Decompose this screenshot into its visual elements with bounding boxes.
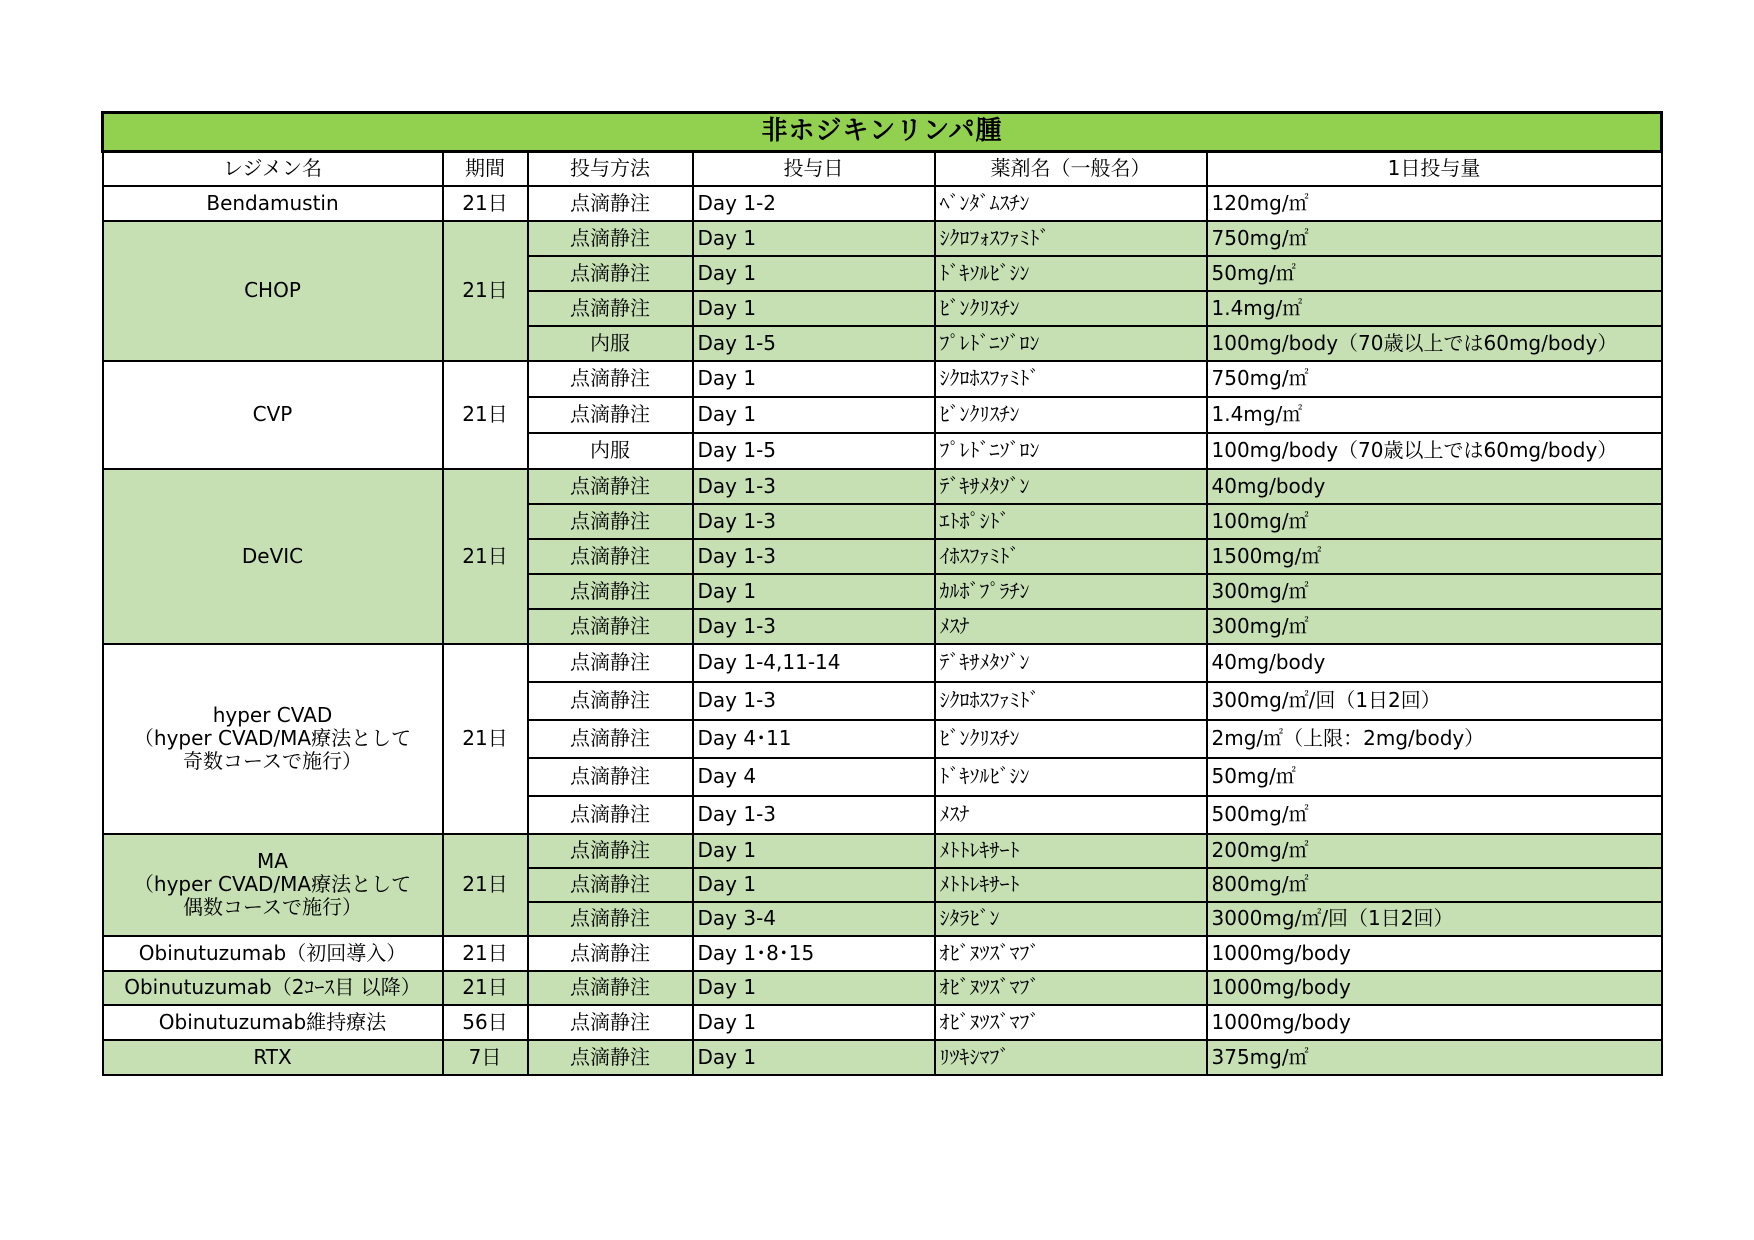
cell-method: 点滴静注 [528, 1040, 693, 1075]
cell-dose: 120mg/㎡ [1207, 186, 1662, 221]
cell-method: 内服 [528, 433, 693, 469]
cell-day: Day 1･8･15 [693, 936, 935, 971]
cell-dose: 1.4mg/㎡ [1207, 397, 1662, 433]
cell-method: 点滴静注 [528, 902, 693, 936]
cell-dose: 1.4mg/㎡ [1207, 291, 1662, 326]
cell-drug: ｵﾋﾞﾇﾂｽﾞﾏﾌﾞ [935, 936, 1207, 971]
cell-day: Day 1-4,11-14 [693, 644, 935, 682]
cell-drug: ｼｸﾛﾎｽﾌｧﾐﾄﾞ [935, 682, 1207, 720]
regimen-period: 21日 [443, 936, 528, 971]
cell-drug: ｵﾋﾞﾇﾂｽﾞﾏﾌﾞ [935, 1005, 1207, 1040]
cell-drug: ﾒﾄﾄﾚｷｻｰﾄ [935, 868, 1207, 902]
cell-method: 点滴静注 [528, 644, 693, 682]
regimen-period: 21日 [443, 834, 528, 936]
cell-dose: 300mg/㎡ [1207, 609, 1662, 644]
cell-method: 点滴静注 [528, 539, 693, 574]
cell-method: 点滴静注 [528, 256, 693, 291]
regimen-name: MA （hyper CVAD/MA療法として 偶数コースで施行） [103, 834, 443, 936]
regimen-period: 21日 [443, 186, 528, 221]
cell-method: 点滴静注 [528, 758, 693, 796]
cell-dose: 40mg/body [1207, 469, 1662, 504]
cell-day: Day 1-3 [693, 796, 935, 834]
cell-day: Day 1 [693, 834, 935, 868]
cell-drug: ｲﾎｽﾌｧﾐﾄﾞ [935, 539, 1207, 574]
table-row [103, 1005, 1662, 1040]
cell-drug: ﾍﾞﾝﾀﾞﾑｽﾁﾝ [935, 186, 1207, 221]
cell-day: Day 1 [693, 291, 935, 326]
cell-method: 点滴静注 [528, 868, 693, 902]
cell-dose: 50mg/㎡ [1207, 256, 1662, 291]
regimen-sheet [101, 111, 1660, 1076]
regimen-name: CVP [103, 361, 443, 469]
cell-dose: 750mg/㎡ [1207, 361, 1662, 397]
table-row [103, 469, 1662, 504]
table-row [103, 644, 1662, 682]
cell-drug: ﾃﾞｷｻﾒﾀｿﾞﾝ [935, 644, 1207, 682]
cell-drug: ﾒｽﾅ [935, 609, 1207, 644]
regimen-name: CHOP [103, 221, 443, 361]
cell-method: 点滴静注 [528, 397, 693, 433]
cell-method: 点滴静注 [528, 720, 693, 758]
cell-day: Day 1-2 [693, 186, 935, 221]
cell-method: 点滴静注 [528, 971, 693, 1005]
cell-drug: ﾄﾞｷｿﾙﾋﾞｼﾝ [935, 758, 1207, 796]
cell-drug: ﾒﾄﾄﾚｷｻｰﾄ [935, 834, 1207, 868]
cell-dose: 200mg/㎡ [1207, 834, 1662, 868]
header-period: 期間 [443, 152, 528, 186]
cell-day: Day 1 [693, 256, 935, 291]
cell-drug: ﾃﾞｷｻﾒﾀｿﾞﾝ [935, 469, 1207, 504]
header-method: 投与方法 [528, 152, 693, 186]
regimen-period: 21日 [443, 361, 528, 469]
cell-dose: 1500mg/㎡ [1207, 539, 1662, 574]
table-row [103, 361, 1662, 397]
cell-dose: 1000mg/body [1207, 971, 1662, 1005]
cell-day: Day 1-3 [693, 682, 935, 720]
cell-method: 点滴静注 [528, 291, 693, 326]
cell-dose: 3000mg/㎡/回（1日2回） [1207, 902, 1662, 936]
regimen-period: 21日 [443, 644, 528, 834]
regimen-name: Bendamustin [103, 186, 443, 221]
cell-drug: ﾋﾞﾝｸﾘｽﾁﾝ [935, 720, 1207, 758]
cell-drug: ﾒｽﾅ [935, 796, 1207, 834]
table-row [103, 221, 1662, 256]
table-row [103, 1040, 1662, 1075]
cell-dose: 100mg/㎡ [1207, 504, 1662, 539]
regimen-period: 21日 [443, 971, 528, 1005]
cell-drug: ｼｸﾛﾌｫｽﾌｧﾐﾄﾞ [935, 221, 1207, 256]
regimen-period: 7日 [443, 1040, 528, 1075]
cell-drug: ﾄﾞｷｿﾙﾋﾞｼﾝ [935, 256, 1207, 291]
cell-day: Day 1 [693, 397, 935, 433]
cell-drug: ｼﾀﾗﾋﾞﾝ [935, 902, 1207, 936]
cell-dose: 750mg/㎡ [1207, 221, 1662, 256]
cell-day: Day 1 [693, 361, 935, 397]
cell-dose: 500mg/㎡ [1207, 796, 1662, 834]
table-row [103, 936, 1662, 971]
cell-method: 点滴静注 [528, 1005, 693, 1040]
regimen-period: 56日 [443, 1005, 528, 1040]
cell-dose: 800mg/㎡ [1207, 868, 1662, 902]
cell-method: 点滴静注 [528, 504, 693, 539]
cell-day: Day 1-3 [693, 609, 935, 644]
cell-day: Day 1 [693, 971, 935, 1005]
cell-method: 点滴静注 [528, 221, 693, 256]
header-day: 投与日 [693, 152, 935, 186]
cell-drug: ﾘﾂｷｼﾏﾌﾞ [935, 1040, 1207, 1075]
table-row [103, 971, 1662, 1005]
cell-day: Day 3-4 [693, 902, 935, 936]
cell-dose: 375mg/㎡ [1207, 1040, 1662, 1075]
cell-drug: ｼｸﾛﾎｽﾌｧﾐﾄﾞ [935, 361, 1207, 397]
cell-method: 点滴静注 [528, 834, 693, 868]
cell-method: 点滴静注 [528, 796, 693, 834]
regimen-period: 21日 [443, 469, 528, 644]
table-row [103, 186, 1662, 221]
cell-dose: 2mg/㎡（上限：2mg/body） [1207, 720, 1662, 758]
cell-dose: 50mg/㎡ [1207, 758, 1662, 796]
table-title: 非ホジキンリンパ腫 [103, 113, 1662, 152]
cell-day: Day 1-5 [693, 326, 935, 361]
regimen-name: hyper CVAD （hyper CVAD/MA療法として 奇数コースで施行） [103, 644, 443, 834]
cell-drug: ﾋﾞﾝｸﾘｽﾁﾝ [935, 291, 1207, 326]
cell-day: Day 1 [693, 221, 935, 256]
cell-dose: 100mg/body（70歳以上では60mg/body） [1207, 433, 1662, 469]
cell-dose: 1000mg/body [1207, 936, 1662, 971]
regimen-period: 21日 [443, 221, 528, 361]
cell-day: Day 1 [693, 1005, 935, 1040]
regimen-name: RTX [103, 1040, 443, 1075]
cell-dose: 40mg/body [1207, 644, 1662, 682]
cell-drug: ｵﾋﾞﾇﾂｽﾞﾏﾌﾞ [935, 971, 1207, 1005]
cell-day: Day 1-3 [693, 539, 935, 574]
cell-dose: 300mg/㎡/回（1日2回） [1207, 682, 1662, 720]
header-drug: 薬剤名（一般名） [935, 152, 1207, 186]
cell-dose: 1000mg/body [1207, 1005, 1662, 1040]
cell-day: Day 4 [693, 758, 935, 796]
cell-method: 点滴静注 [528, 186, 693, 221]
cell-method: 点滴静注 [528, 682, 693, 720]
regimen-name: Obinutuzumab維持療法 [103, 1005, 443, 1040]
cell-day: Day 1-3 [693, 469, 935, 504]
cell-method: 点滴静注 [528, 609, 693, 644]
regimen-name: Obinutuzumab（2ｺｰｽ目 以降） [103, 971, 443, 1005]
cell-day: Day 1 [693, 868, 935, 902]
cell-method: 内服 [528, 326, 693, 361]
regimen-name: Obinutuzumab（初回導入） [103, 936, 443, 971]
header-dose: 1日投与量 [1207, 152, 1662, 186]
cell-drug: ｴﾄﾎﾟｼﾄﾞ [935, 504, 1207, 539]
regimen-name: DeVIC [103, 469, 443, 644]
cell-method: 点滴静注 [528, 936, 693, 971]
regimen-table [101, 111, 1663, 1076]
cell-method: 点滴静注 [528, 361, 693, 397]
cell-day: Day 1-3 [693, 504, 935, 539]
table-row [103, 834, 1662, 868]
cell-drug: ﾋﾞﾝｸﾘｽﾁﾝ [935, 397, 1207, 433]
cell-dose: 100mg/body（70歳以上では60mg/body） [1207, 326, 1662, 361]
cell-day: Day 1 [693, 1040, 935, 1075]
cell-drug: ｶﾙﾎﾞﾌﾟﾗﾁﾝ [935, 574, 1207, 609]
cell-method: 点滴静注 [528, 574, 693, 609]
cell-dose: 300mg/㎡ [1207, 574, 1662, 609]
cell-day: Day 4･11 [693, 720, 935, 758]
header-regimen-name: レジメン名 [103, 152, 443, 186]
cell-method: 点滴静注 [528, 469, 693, 504]
regimen-body [103, 186, 1662, 1075]
cell-day: Day 1-5 [693, 433, 935, 469]
cell-drug: ﾌﾟﾚﾄﾞﾆｿﾞﾛﾝ [935, 326, 1207, 361]
cell-day: Day 1 [693, 574, 935, 609]
cell-drug: ﾌﾟﾚﾄﾞﾆｿﾞﾛﾝ [935, 433, 1207, 469]
